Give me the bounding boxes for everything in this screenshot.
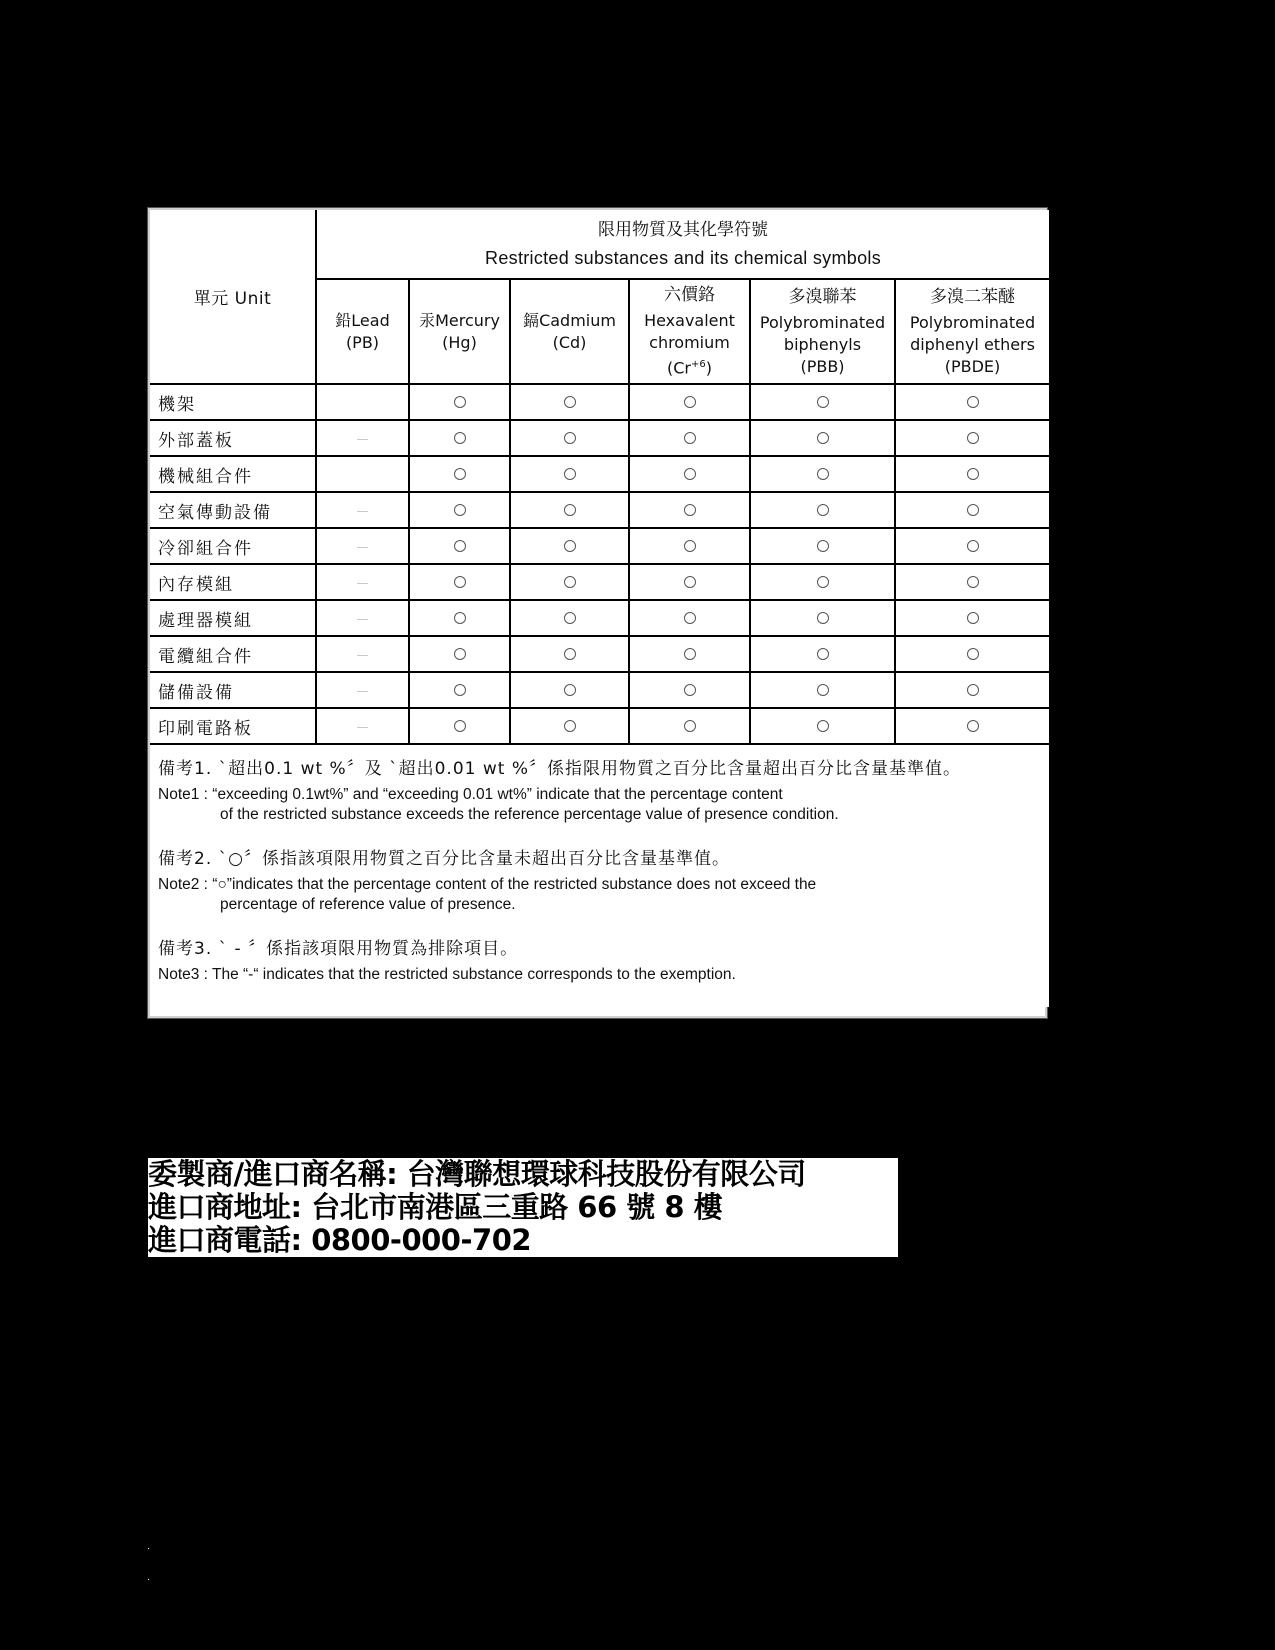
note3-en: Note3 : The “-“ indicates that the restricted substance corresponds to the exemption. — [158, 966, 736, 983]
circle-mark-icon — [684, 648, 696, 660]
circle-mark-icon — [454, 648, 466, 660]
circle-mark-icon — [454, 504, 466, 516]
circle-mark-icon — [454, 540, 466, 552]
dash-mark-icon — [357, 655, 368, 656]
circle-mark-icon — [564, 396, 576, 408]
cell-circle — [510, 564, 629, 600]
cell-circle — [409, 708, 510, 744]
note1-en: Note1 : “exceeding 0.1wt%” and “exceeding 0.01 wt%” indicate that the percentage content of the restricted substance exceeds the reference percentage value of presence condition. — [158, 786, 839, 823]
importer-address: 進口商地址: 台北市南港區三重路 66 號 8 樓 — [148, 1190, 723, 1224]
cell-circle — [750, 636, 895, 672]
circle-mark-icon — [564, 540, 576, 552]
cell-circle — [895, 564, 1049, 600]
cell-dash — [316, 420, 409, 456]
cell-dash — [316, 528, 409, 564]
circle-mark-icon — [967, 648, 979, 660]
cell-circle — [895, 600, 1049, 636]
cell-dash — [316, 672, 409, 708]
importer-name: 委製商/進口商名稱: 台灣聯想環球科技股份有限公司 — [148, 1158, 806, 1191]
table-row — [150, 636, 1049, 672]
cell-circle — [750, 708, 895, 744]
table-row — [150, 384, 1049, 420]
circle-mark-icon — [817, 720, 829, 732]
cell-circle — [750, 492, 895, 528]
note1-zh: 備考1. ˋ超出0.1 wt %〞及 ˋ超出0.01 wt %〞係指限用物質之百分比含量超出百分比含量基準值。 — [158, 759, 961, 779]
cell-circle — [895, 708, 1049, 744]
cell-circle — [629, 492, 750, 528]
circle-mark-icon — [967, 720, 979, 732]
row-label: 處理器模組 — [150, 600, 316, 636]
dash-mark-icon — [357, 439, 368, 440]
cell-circle — [895, 492, 1049, 528]
column-header-cadmium: 鎘Cadmium (Cd) — [510, 279, 629, 384]
column-header-pbde: 多溴二苯醚 Polybrominated diphenyl ethers (PBDE) — [895, 279, 1049, 384]
circle-mark-icon — [684, 432, 696, 444]
cell-circle — [750, 384, 895, 420]
circle-mark-icon — [684, 504, 696, 516]
circle-mark-icon — [817, 648, 829, 660]
restricted-substances-table-block — [148, 208, 1047, 1018]
note2-en: Note2 : “○”indicates that the percentage content of the restricted substance does not exceed the percentage of reference value of presence. — [158, 876, 817, 913]
cell-circle — [750, 456, 895, 492]
circle-mark-icon — [684, 540, 696, 552]
circle-mark-icon — [564, 612, 576, 624]
cell-dash — [316, 600, 409, 636]
cell-circle — [510, 528, 629, 564]
table-row — [150, 420, 1049, 456]
restricted-substances-table — [150, 210, 1049, 1007]
cell-empty — [316, 456, 409, 492]
importer-info-block — [148, 1158, 898, 1257]
column-header-mercury: 汞Mercury (Hg) — [409, 279, 510, 384]
cell-circle — [629, 528, 750, 564]
cell-circle — [510, 492, 629, 528]
notes — [150, 745, 1049, 985]
circle-mark-icon — [817, 432, 829, 444]
circle-mark-icon — [454, 720, 466, 732]
cell-circle — [629, 672, 750, 708]
circle-mark-icon — [454, 612, 466, 624]
cell-circle — [750, 420, 895, 456]
cell-circle — [409, 672, 510, 708]
circle-mark-icon — [454, 684, 466, 696]
cell-circle — [510, 708, 629, 744]
cell-circle — [895, 636, 1049, 672]
cell-circle — [629, 564, 750, 600]
cell-circle — [409, 492, 510, 528]
cell-circle — [510, 456, 629, 492]
circle-mark-icon — [817, 504, 829, 516]
circle-mark-icon — [967, 684, 979, 696]
cell-circle — [510, 672, 629, 708]
dash-mark-icon — [357, 691, 368, 692]
cell-circle — [750, 672, 895, 708]
cell-empty — [316, 384, 409, 420]
cell-circle — [409, 564, 510, 600]
row-label: 冷卻組合件 — [150, 528, 316, 564]
cell-circle — [895, 528, 1049, 564]
cell-dash — [316, 564, 409, 600]
circle-mark-icon — [967, 540, 979, 552]
cell-circle — [750, 564, 895, 600]
circle-mark-icon — [454, 468, 466, 480]
circle-mark-icon — [817, 612, 829, 624]
circle-mark-icon — [684, 684, 696, 696]
circle-mark-icon — [684, 720, 696, 732]
row-label: 外部蓋板 — [150, 420, 316, 456]
table-row — [150, 564, 1049, 600]
cell-dash — [316, 708, 409, 744]
row-label: 空氣傳動設備 — [150, 492, 316, 528]
substances-group-header — [316, 210, 1049, 279]
column-header-hexavalent-chromium: 六價鉻 Hexavalent chromium $(Cr^{+6})$ — [629, 279, 750, 384]
circle-mark-icon — [564, 432, 576, 444]
circle-mark-icon — [967, 576, 979, 588]
cell-circle — [510, 636, 629, 672]
table-row — [150, 600, 1049, 636]
circle-mark-icon — [564, 720, 576, 732]
circle-mark-icon — [967, 432, 979, 444]
circle-mark-icon — [967, 504, 979, 516]
table-row — [150, 528, 1049, 564]
note3-zh: 備考3. ˋ - 〞係指該項限用物質為排除項目。 — [158, 939, 519, 959]
cell-circle — [409, 636, 510, 672]
cell-circle — [510, 384, 629, 420]
dash-mark-icon — [357, 547, 368, 548]
circle-mark-icon — [454, 432, 466, 444]
cell-dash — [316, 636, 409, 672]
table-body — [150, 384, 1049, 744]
circle-mark-icon — [564, 504, 576, 516]
dash-mark-icon — [357, 583, 368, 584]
cell-circle — [750, 528, 895, 564]
cell-circle — [629, 420, 750, 456]
circle-mark-icon — [684, 612, 696, 624]
cell-circle — [895, 672, 1049, 708]
row-label: 內存模組 — [150, 564, 316, 600]
group-header-zh: 限用物質及其化學符號 — [598, 220, 769, 240]
circle-mark-icon — [817, 540, 829, 552]
circle-mark-icon — [564, 576, 576, 588]
circle-mark-icon — [967, 468, 979, 480]
cell-circle — [629, 456, 750, 492]
table-row — [150, 492, 1049, 528]
cell-circle — [629, 636, 750, 672]
cell-circle — [750, 600, 895, 636]
circle-mark-icon — [564, 684, 576, 696]
cell-circle — [409, 528, 510, 564]
cell-circle — [895, 456, 1049, 492]
circle-mark-icon — [564, 648, 576, 660]
cell-circle — [629, 384, 750, 420]
row-label: 機架 — [150, 384, 316, 420]
circle-mark-icon — [817, 684, 829, 696]
circle-mark-icon — [454, 396, 466, 408]
cell-circle — [409, 456, 510, 492]
column-header-pbb: 多溴聯苯 Polybrominated biphenyls (PBB) — [750, 279, 895, 384]
cell-circle — [409, 420, 510, 456]
dash-mark-icon — [357, 727, 368, 728]
cell-dash — [316, 492, 409, 528]
dash-mark-icon — [357, 511, 368, 512]
importer-phone: 進口商電話: 0800-000-702 — [148, 1223, 532, 1257]
circle-mark-icon — [967, 612, 979, 624]
group-header-en: Restricted substances and its chemical symbols — [485, 248, 881, 268]
table-row — [150, 456, 1049, 492]
circle-mark-icon — [684, 576, 696, 588]
circle-mark-icon — [454, 576, 466, 588]
circle-mark-icon — [817, 576, 829, 588]
cell-circle — [510, 600, 629, 636]
row-label: 儲備設備 — [150, 672, 316, 708]
artifact-dot — [148, 1548, 149, 1549]
notes-cell — [150, 744, 1049, 1007]
unit-header: 單元 Unit — [150, 210, 316, 384]
cell-circle — [409, 384, 510, 420]
circle-mark-icon — [564, 468, 576, 480]
table-row — [150, 672, 1049, 708]
circle-mark-icon — [817, 468, 829, 480]
cell-circle — [895, 420, 1049, 456]
circle-mark-icon — [684, 468, 696, 480]
note2-zh: 備考2. ˋ○〞係指該項限用物質之百分比含量未超出百分比含量基準值。 — [158, 849, 730, 869]
circle-mark-icon — [817, 396, 829, 408]
row-label: 機械組合件 — [150, 456, 316, 492]
cell-circle — [895, 384, 1049, 420]
column-header-lead: 鉛Lead (PB) — [316, 279, 409, 384]
dash-mark-icon — [357, 619, 368, 620]
row-label: 印刷電路板 — [150, 708, 316, 744]
cell-circle — [510, 420, 629, 456]
cell-circle — [629, 708, 750, 744]
table-row — [150, 708, 1049, 744]
artifact-dot — [148, 1579, 149, 1580]
row-label: 電纜組合件 — [150, 636, 316, 672]
cell-circle — [409, 600, 510, 636]
circle-mark-icon — [684, 396, 696, 408]
circle-mark-icon — [967, 396, 979, 408]
cell-circle — [629, 600, 750, 636]
